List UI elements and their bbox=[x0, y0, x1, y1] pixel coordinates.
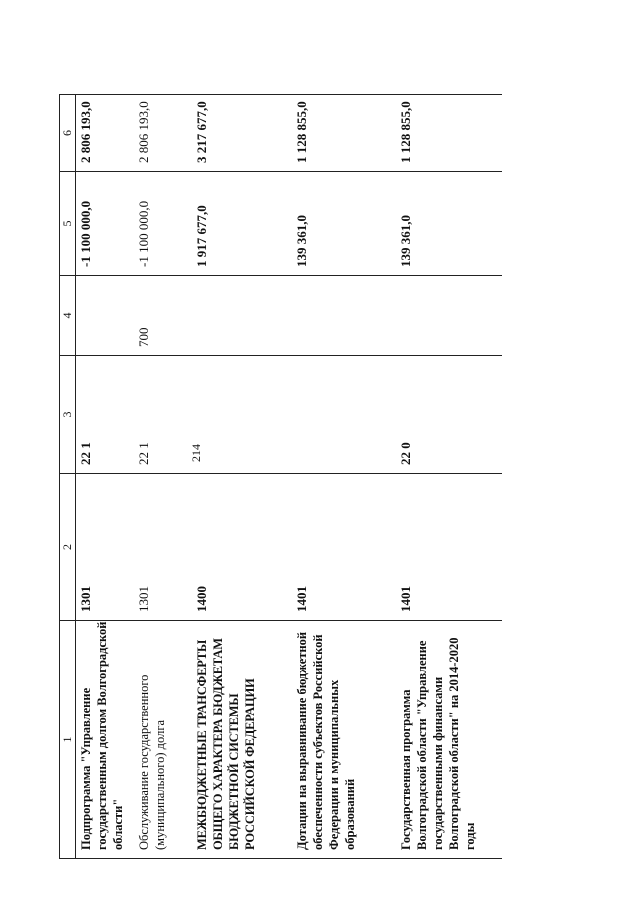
row-expense-type bbox=[398, 276, 502, 356]
header-row bbox=[60, 95, 76, 859]
row-change-amount: -1 100 000,0 bbox=[76, 172, 137, 276]
column-header-2: 2 bbox=[60, 474, 76, 621]
table-row bbox=[398, 95, 502, 859]
row-total-amount: 1 128 855,0 bbox=[398, 95, 502, 172]
row-program-code: 22 1 bbox=[136, 356, 194, 474]
row-program-code: 22 1 bbox=[76, 356, 137, 474]
budget-sheet bbox=[59, 95, 501, 859]
row-section-code: 1301 bbox=[76, 474, 137, 621]
row-name-cell: Подпрограмма "Управление государственным долгом Волгоградской области" bbox=[76, 621, 137, 859]
row-expense-type bbox=[194, 276, 294, 356]
row-name-cell: Дотации на выравнивание бюджетной обеспеченности субъектов Российской Федерации и муниципальных образований bbox=[294, 621, 398, 859]
column-header-4: 4 bbox=[60, 276, 76, 356]
column-header-3: 3 bbox=[60, 356, 76, 474]
table-row bbox=[136, 95, 194, 859]
row-section-code: 1401 bbox=[294, 474, 398, 621]
row-total-amount: 2 806 193,0 bbox=[136, 95, 194, 172]
table-row bbox=[294, 95, 398, 859]
row-change-amount: 139 361,0 bbox=[294, 172, 398, 276]
row-change-amount: 1 917 677,0 bbox=[194, 172, 294, 276]
row-change-amount: 139 361,0 bbox=[398, 172, 502, 276]
row-program-code bbox=[294, 356, 398, 474]
row-expense-type bbox=[76, 276, 137, 356]
row-section-code: 1400 bbox=[194, 474, 294, 621]
column-header-1: 1 bbox=[60, 621, 76, 859]
row-name-cell: Государственная программа Волгоградской области "Управление государственными финансами Волгоградской области" на 2014-2020 годы bbox=[398, 621, 502, 859]
row-total-amount: 2 806 193,0 bbox=[76, 95, 137, 172]
row-change-amount: -1 100 000,0 bbox=[136, 172, 194, 276]
row-expense-type: 700 bbox=[136, 276, 194, 356]
row-section-code: 1301 bbox=[136, 474, 194, 621]
row-program-code: 22 0 bbox=[398, 356, 502, 474]
row-name-cell: Обслуживание государственного (муниципального) долга bbox=[136, 621, 194, 859]
row-program-code bbox=[194, 356, 294, 474]
column-header-6: 6 bbox=[60, 95, 76, 172]
column-header-5: 5 bbox=[60, 172, 76, 276]
table-row bbox=[76, 95, 137, 859]
row-total-amount: 1 128 855,0 bbox=[294, 95, 398, 172]
row-expense-type bbox=[294, 276, 398, 356]
row-section-code: 1401 bbox=[398, 474, 502, 621]
row-total-amount: 3 217 677,0 bbox=[194, 95, 294, 172]
table-row bbox=[194, 95, 294, 859]
budget-table bbox=[59, 94, 502, 859]
page-number: 214 bbox=[189, 444, 203, 462]
row-name-cell: МЕЖБЮДЖЕТНЫЕ ТРАНСФЕРТЫ ОБЩЕГО ХАРАКТЕРА БЮДЖЕТАМ БЮДЖЕТНОЙ СИСТЕМЫ РОССИЙСКОЙ ФЕДЕРАЦИИ bbox=[194, 621, 294, 859]
